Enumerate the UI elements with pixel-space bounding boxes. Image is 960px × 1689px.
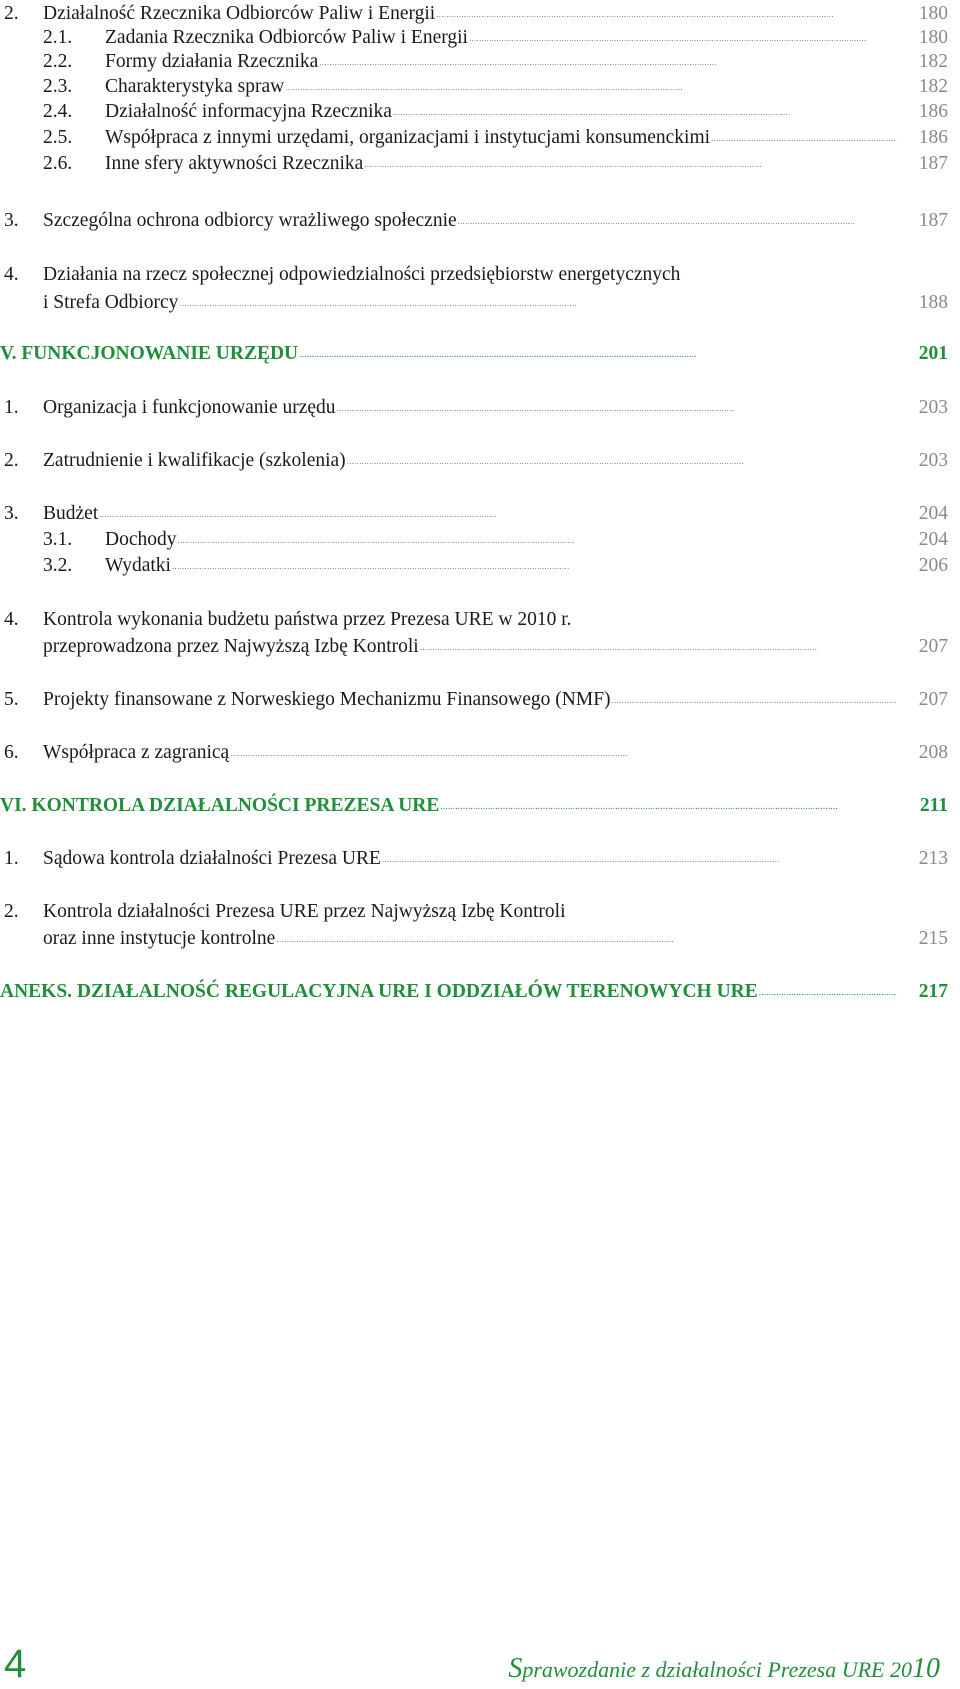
toc-entry-title: Wydatki . . . [105, 552, 897, 581]
toc-entry-number: 6. [4, 742, 19, 763]
toc-entry-page: 188 [918, 292, 948, 313]
toc-entry[interactable] [0, 289, 960, 317]
toc-entry-page: 204 [918, 529, 948, 550]
toc-entry[interactable] [0, 686, 960, 714]
toc-entry-number: 4. [4, 609, 19, 630]
toc-entry-page: 182 [918, 51, 948, 72]
toc-entry[interactable] [0, 207, 960, 235]
toc-entry-number: 2.1. [43, 27, 73, 48]
toc-entry-number: 3. [4, 210, 19, 231]
toc-entry-number: 1. [4, 848, 19, 869]
toc-entry-page: 187 [918, 153, 948, 174]
toc-entry-page: 213 [918, 848, 948, 869]
toc-entry-number: 2.6. [43, 153, 73, 174]
toc-entry-title: Współpraca z zagranicą . . . [43, 739, 897, 768]
toc-entry[interactable] [0, 526, 960, 554]
toc-entry-title: Dochody . . . [105, 526, 897, 555]
toc-entry-title: Organizacja i funkcjonowanie urzędu . . . [43, 394, 897, 423]
toc-entry-title: Formy działania Rzecznika . . . [105, 48, 897, 77]
toc-entry[interactable] [0, 898, 960, 926]
toc-entry-title: Sądowa kontrola działalności Prezesa URE . . . [43, 845, 897, 874]
toc-entry[interactable] [0, 845, 960, 873]
toc-entry-number: 2.3. [43, 76, 73, 97]
toc-entry[interactable] [0, 447, 960, 475]
toc-entry-page: 180 [918, 27, 948, 48]
footer-title-year-end: 10 [912, 1653, 940, 1684]
toc-entry-title: Budżet . . . [43, 500, 897, 529]
toc-entry[interactable] [0, 606, 960, 634]
toc-entry-title: przeprowadzona przez Najwyższą Izbę Kontroli . . . [43, 633, 897, 662]
toc-entry-page: 187 [918, 210, 948, 231]
toc-entry[interactable] [0, 500, 960, 528]
toc-entry[interactable] [0, 48, 960, 76]
toc-entry-page: 208 [918, 742, 948, 763]
toc-entry-number: 2. [4, 3, 19, 24]
toc-entry-page: 207 [918, 636, 948, 657]
footer-report-title [508, 1653, 940, 1684]
toc-entry-page: 186 [918, 127, 948, 148]
toc-entry-page: 203 [918, 450, 948, 471]
toc-entry-page: 180 [918, 3, 948, 24]
toc-entry[interactable] [0, 150, 960, 178]
toc-entry-number: 2.2. [43, 51, 73, 72]
toc-chapter-heading[interactable] [0, 792, 960, 820]
toc-entry-number: 2. [4, 901, 19, 922]
toc-entry[interactable] [0, 394, 960, 422]
toc-entry-title: V. FUNKCJONOWANIE URZĘDU . . . [0, 340, 897, 369]
toc-entry-page: 204 [918, 503, 948, 524]
toc-entry-title: oraz inne instytucje kontrolne . . . [43, 925, 897, 954]
footer-page-number: 4 [4, 1642, 27, 1686]
footer-title-initial: S [508, 1653, 523, 1684]
toc-entry-number: 2.4. [43, 101, 73, 122]
toc-chapter-heading[interactable] [0, 340, 960, 368]
toc-entry-title: Działalność informacyjna Rzecznika . . . [105, 98, 897, 127]
toc-entry[interactable] [0, 124, 960, 152]
toc-entry-page: 186 [918, 101, 948, 122]
toc-entry-page: 217 [918, 981, 948, 1002]
toc-entry-page: 211 [919, 795, 948, 816]
toc-entry-title: Charakterystyka spraw . . . [105, 73, 897, 102]
toc-entry-title: VI. KONTROLA DZIAŁALNOŚCI PREZESA URE . . . [0, 792, 897, 821]
toc-entry-number: 2.5. [43, 127, 73, 148]
toc-entry-title: Współpraca z innymi urzędami, organizacjami i instytucjami konsumenckimi . . . [105, 124, 897, 153]
toc-entry-number: 3. [4, 503, 19, 524]
toc-entry-title: Kontrola działalności Prezesa URE przez Najwyższą Izbę Kontroli [43, 901, 566, 922]
toc-annex-heading[interactable] [0, 978, 960, 1006]
toc-entry-title: ANEKS. DZIAŁALNOŚĆ REGULACYJNA URE I ODDZIAŁÓW TERENOWYCH URE . . . [0, 978, 897, 1007]
toc-entry[interactable] [0, 73, 960, 101]
toc-entry-title: Działania na rzecz społecznej odpowiedzialności przedsiębiorstw energetycznych [43, 264, 681, 285]
toc-entry-number: 1. [4, 397, 19, 418]
toc-entry-title: Inne sfery aktywności Rzecznika . . . [105, 150, 897, 179]
toc-entry-title: Zadania Rzecznika Odbiorców Paliw i Energii . . . [105, 24, 897, 53]
toc-entry-page: 207 [918, 689, 948, 710]
toc-entry[interactable] [0, 261, 960, 289]
toc-entry-number: 5. [4, 689, 19, 710]
toc-entry-page: 203 [918, 397, 948, 418]
toc-entry-title: Projekty finansowane z Norweskiego Mechanizmu Finansowego (NMF) . . . [43, 686, 897, 715]
toc-entry[interactable] [0, 925, 960, 953]
toc-entry-title: Działalność Rzecznika Odbiorców Paliw i Energii . . . [43, 0, 897, 29]
toc-entry-page: 201 [918, 343, 948, 364]
toc-entry-title: Szczególna ochrona odbiorcy wrażliwego społecznie . . . [43, 207, 897, 236]
footer-title-text: prawozdanie z działalności Prezesa URE 20 [522, 1657, 912, 1682]
toc-entry-title: i Strefa Odbiorcy . . . [43, 289, 897, 318]
toc-entry-title: Kontrola wykonania budżetu państwa przez Prezesa URE w 2010 r. [43, 609, 572, 630]
toc-entry-number: 2. [4, 450, 19, 471]
toc-entry-page: 215 [918, 928, 948, 949]
toc-entry[interactable] [0, 633, 960, 661]
toc-entry-title: Zatrudnienie i kwalifikacje (szkolenia) . . . [43, 447, 897, 476]
toc-entry-page: 206 [918, 555, 948, 576]
toc-entry-page: 182 [918, 76, 948, 97]
toc-entry[interactable] [0, 739, 960, 767]
toc-entry-number: 4. [4, 264, 19, 285]
toc-entry-number: 3.2. [43, 555, 73, 576]
toc-entry[interactable] [0, 98, 960, 126]
toc-entry-number: 3.1. [43, 529, 73, 550]
toc-entry[interactable] [0, 552, 960, 580]
